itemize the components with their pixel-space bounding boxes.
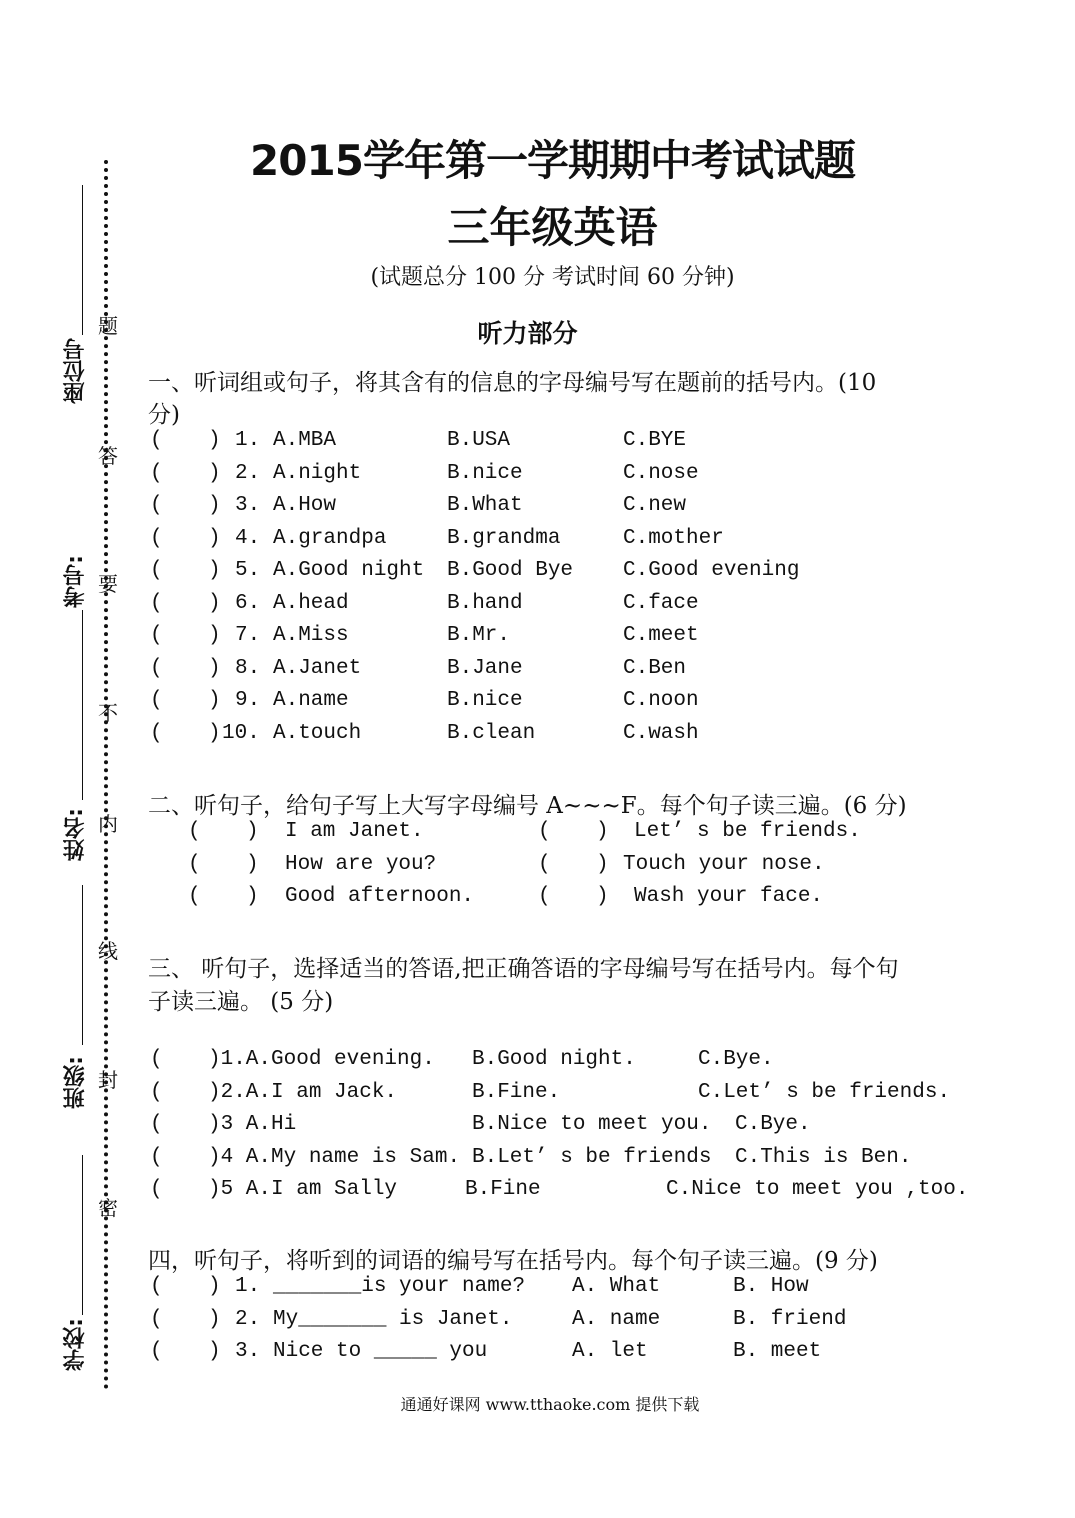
answer-bracket-open[interactable]: ( (150, 1178, 163, 1201)
q2-row (0, 885, 1075, 915)
answer-bracket-close: ) (596, 852, 609, 876)
q1-option-b: B.nice (447, 461, 523, 485)
q1-option-a: A.touch (273, 721, 362, 745)
q1-row (0, 624, 1075, 654)
answer-bracket-close: ) (208, 526, 221, 550)
q3-option-c: C.Bye. (735, 1113, 811, 1136)
q1-row (0, 559, 1075, 589)
q1-option-b: B.Jane (447, 656, 523, 680)
q1-option-b: B.clean (447, 721, 536, 745)
seat-number-label: 座位号 (63, 338, 88, 404)
q2-sentence-left: Good afternoon. (285, 885, 475, 908)
q1-row (0, 592, 1075, 622)
q1-option-a: A.Janet (273, 656, 362, 680)
q3-row (0, 1113, 1075, 1143)
q1-option-b: B.hand (447, 591, 523, 615)
margin-warning-char: 题 (98, 314, 118, 338)
margin-warning-char: 答 (98, 444, 118, 468)
q1-option-a: A.night (273, 461, 362, 485)
answer-bracket-open[interactable]: ( (150, 1275, 163, 1298)
exam-note: (试题总分 100 分 考试时间 60 分钟) (370, 265, 735, 290)
answer-bracket-open[interactable]: ( (150, 1307, 163, 1331)
answer-bracket-open[interactable]: ( (538, 885, 551, 908)
q3-row (0, 1146, 1075, 1176)
q3-option-c: C.Nice to meet you ,too. (666, 1178, 969, 1201)
q1-option-c: C.noon (623, 689, 699, 712)
q1-heading-cont: 分) (148, 402, 180, 428)
answer-bracket-close: ) (208, 461, 221, 485)
q3-option-b: B.Fine. (472, 1080, 561, 1104)
q1-option-a: A.MBA (273, 429, 337, 452)
q4-option-b: B. How (733, 1275, 809, 1298)
q3-option-c: C.This is Ben. (735, 1145, 912, 1169)
answer-bracket-close: ) (208, 721, 221, 745)
q1-row (0, 429, 1075, 459)
answer-bracket-close: ) (246, 820, 259, 843)
q1-item-number: 3. (235, 494, 261, 517)
answer-bracket-open[interactable]: ( (150, 526, 163, 550)
q3-row (0, 1178, 1075, 1208)
answer-bracket-open[interactable]: ( (150, 494, 163, 517)
margin-warning-char: 封 (98, 1068, 118, 1092)
q1-row (0, 527, 1075, 557)
q1-option-b: B.nice (447, 689, 523, 712)
margin-warning-char: 要 (98, 572, 118, 596)
q1-item-number: 5. (235, 559, 261, 582)
answer-bracket-open[interactable]: ( (150, 559, 163, 582)
q1-option-c: C.BYE (623, 429, 687, 452)
answer-bracket-open[interactable]: ( (538, 852, 551, 876)
q1-option-c: C.Good evening (623, 559, 800, 582)
answer-bracket-close: ) (208, 1340, 221, 1363)
answer-bracket-open[interactable]: ( (150, 429, 163, 452)
q1-option-c: C.wash (623, 721, 699, 745)
q1-item-number: 10. (222, 721, 260, 745)
q1-option-a: A.head (273, 591, 349, 615)
q4-option-a: A. name (572, 1307, 661, 1331)
answer-bracket-open[interactable]: ( (150, 721, 163, 745)
q2-sentence-right: Let’ s be friends. (634, 820, 861, 843)
exam-title: 2015学年第一学期期中考试试题 (250, 136, 855, 185)
q2-heading: 二、听句子，给句子写上大写字母编号 A~~~F。每个句子读三遍。(6 分) (148, 793, 907, 819)
q2-row (0, 853, 1075, 883)
answer-bracket-close: ) (208, 689, 221, 712)
name-label: 姓名: (63, 808, 88, 861)
answer-bracket-close: ) (596, 885, 609, 908)
school-label: 学校: (63, 1318, 88, 1371)
q3-option-b: B.Fine (465, 1178, 541, 1201)
exam-subtitle: 三年级英语 (447, 203, 658, 252)
answer-bracket-close: ) (208, 591, 221, 615)
q1-option-b: B.What (447, 494, 523, 517)
answer-bracket-close: ) (596, 820, 609, 843)
answer-bracket-open[interactable]: ( (150, 1340, 163, 1363)
q4-heading: 四，听句子，将听到的词语的编号写在括号内。每个句子读三遍。(9 分) (148, 1248, 878, 1274)
q1-row (0, 462, 1075, 492)
q4-sentence: _______is your name? (273, 1275, 526, 1298)
answer-bracket-open[interactable]: ( (150, 461, 163, 485)
q1-item-number: 8. (235, 656, 261, 680)
answer-bracket-close: ) (208, 494, 221, 517)
answer-bracket-open[interactable]: ( (150, 1145, 163, 1169)
margin-warning-char: 内 (98, 812, 118, 836)
q1-item-number: 1. (235, 429, 261, 452)
q2-sentence-left: How are you? (285, 852, 437, 876)
q2-sentence-left: I am Janet. (285, 820, 424, 843)
exam-number-label: 考号: (63, 555, 88, 608)
q1-option-a: A.grandpa (273, 526, 387, 550)
q1-row (0, 494, 1075, 524)
q4-item-number: 2. (235, 1307, 261, 1331)
q4-row (0, 1275, 1075, 1305)
answer-bracket-open[interactable]: ( (150, 1048, 163, 1071)
q1-option-c: C.meet (623, 624, 699, 647)
q3-option-a: )1.A.Good evening. (208, 1048, 435, 1071)
q1-option-a: A.name (273, 689, 349, 712)
q1-option-b: B.USA (447, 429, 511, 452)
q1-item-number: 2. (235, 461, 261, 485)
q4-sentence: My_______ is Janet. (273, 1307, 513, 1331)
q1-option-a: A.Miss (273, 624, 349, 647)
q3-heading: 三、 听句子，选择适当的答语,把正确答语的字母编号写在括号内。每个句 (148, 956, 899, 982)
q1-row (0, 689, 1075, 719)
q2-sentence-right: Wash your face. (634, 885, 824, 908)
q1-option-a: A.Good night (273, 559, 425, 582)
q1-row (0, 657, 1075, 687)
margin-warning-char: 不 (98, 701, 118, 725)
answer-bracket-close: ) (208, 1275, 221, 1298)
q3-option-c: C.Bye. (698, 1048, 774, 1071)
margin-warning-char: 线 (98, 939, 118, 963)
q2-sentence-right: Touch your nose. (623, 852, 825, 876)
margin-warning-char: 密 (98, 1196, 118, 1220)
q1-option-c: C.new (623, 494, 687, 517)
section-heading: 听力部分 (477, 319, 578, 348)
q3-option-b: B.Good night. (472, 1048, 636, 1071)
answer-bracket-open[interactable]: ( (188, 852, 201, 876)
q1-option-c: C.Ben (623, 656, 687, 680)
q3-option-a: )4 A.My name is Sam. (208, 1145, 461, 1169)
answer-bracket-open[interactable]: ( (150, 1113, 163, 1136)
answer-bracket-close: ) (208, 559, 221, 582)
q1-option-c: C.nose (623, 461, 699, 485)
answer-bracket-open[interactable]: ( (150, 656, 163, 680)
answer-bracket-open[interactable]: ( (538, 820, 551, 843)
q3-option-a: )5 A.I am Sally (208, 1178, 398, 1201)
q2-row (0, 820, 1075, 850)
q1-option-c: C.mother (623, 526, 724, 550)
answer-bracket-open[interactable]: ( (150, 689, 163, 712)
q4-row (0, 1340, 1075, 1370)
q3-option-b: B.Nice to meet you. (472, 1113, 712, 1136)
answer-bracket-close: ) (246, 852, 259, 876)
answer-bracket-close: ) (208, 656, 221, 680)
q1-item-number: 6. (235, 591, 261, 615)
q4-option-a: A. let (572, 1340, 648, 1363)
q1-item-number: 9. (235, 689, 261, 712)
answer-bracket-open[interactable]: ( (188, 820, 201, 843)
q4-option-a: A. What (572, 1275, 661, 1298)
q3-row (0, 1081, 1075, 1111)
class-label: 班级: (63, 1056, 88, 1109)
q3-option-b: B.Let’ s be friends (472, 1145, 712, 1169)
q1-option-b: B.Mr. (447, 624, 511, 647)
q4-sentence: Nice to _____ you (273, 1340, 488, 1363)
q4-row (0, 1308, 1075, 1338)
q1-option-b: B.grandma (447, 526, 561, 550)
q1-row (0, 722, 1075, 752)
q3-option-a: )2.A.I am Jack. (208, 1080, 398, 1104)
answer-bracket-close: ) (208, 624, 221, 647)
answer-bracket-open[interactable]: ( (150, 624, 163, 647)
q3-heading-cont: 子读三遍。 (5 分) (148, 989, 334, 1015)
q4-option-b: B. friend (733, 1307, 847, 1331)
q1-option-c: C.face (623, 591, 699, 615)
q1-heading: 一、听词组或句子，将其含有的信息的字母编号写在题前的括号内。(10 (148, 370, 877, 396)
q1-option-b: B.Good Bye (447, 559, 574, 582)
answer-bracket-close: ) (246, 885, 259, 908)
q1-item-number: 4. (235, 526, 261, 550)
q4-item-number: 3. (235, 1340, 261, 1363)
q3-option-c: C.Let’ s be friends. (698, 1080, 951, 1104)
q3-row (0, 1048, 1075, 1078)
q4-item-number: 1. (235, 1275, 261, 1298)
q4-option-b: B. meet (733, 1340, 822, 1363)
q1-item-number: 7. (235, 624, 261, 647)
answer-bracket-open[interactable]: ( (150, 1080, 163, 1104)
answer-bracket-open[interactable]: ( (188, 885, 201, 908)
seat-number-line (82, 185, 83, 335)
q3-option-a: )3 A.Hi (208, 1113, 297, 1136)
q1-option-a: A.How (273, 494, 337, 517)
answer-bracket-close: ) (208, 429, 221, 452)
answer-bracket-close: ) (208, 1307, 221, 1331)
footer-credit: 通通好课网 www.tthaoke.com 提供下载 (400, 1395, 700, 1414)
answer-bracket-open[interactable]: ( (150, 591, 163, 615)
